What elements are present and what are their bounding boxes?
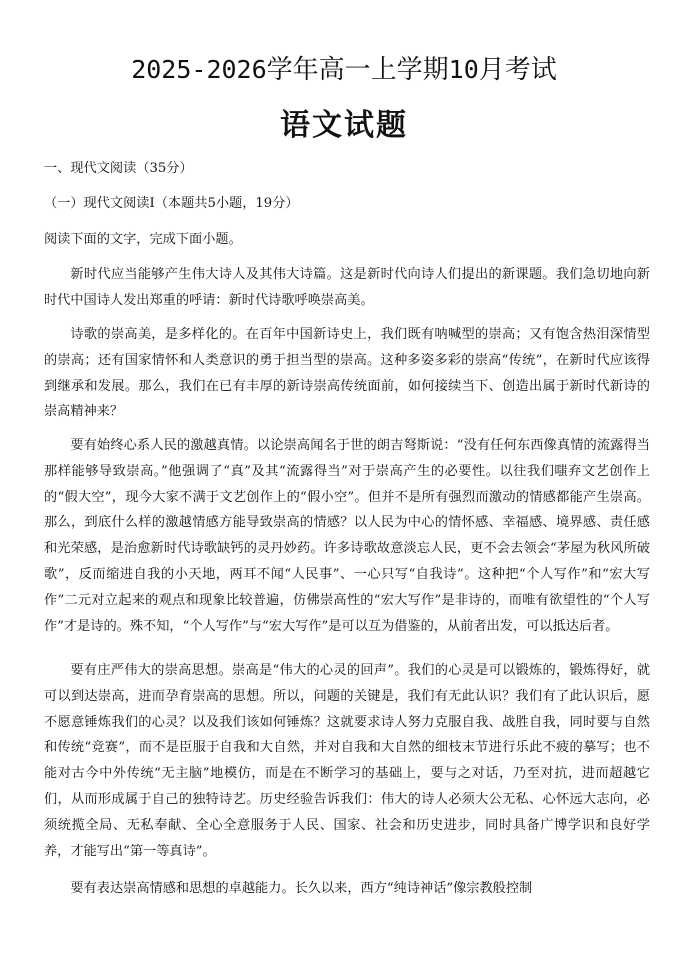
paragraph-3: 要有始终心系人民的激越真情。以论崇高闻名于世的朗吉弩斯说：“没有任何东西像真情的流露得当那样能够导致崇高。”他强调了“真”及其“流露得当”对于崇高产生的必要性。以往我们嗤弃文艺创作上的“假大空”，现今大家不满于文艺创作上的“假小空”。但并不是所有强烈而激动的情感都能产生崇高。那么，到底什么样的激越情感方能导致崇高的情感？以人民为中心的情怀感、幸福感、境界感、责任感和光荣感，是治愈新时代诗歌缺钙的灵丹妙药。许多诗歌故意淡忘人民，更不会去领会“茅屋为秋风所破歌”，反而缩进自我的小天地，两耳不闻“人民事”、一心只写“自我诗”。这种把“个人写作”和“宏大写作”二元对立起来的观点和现象比较普遍，仿佛崇高性的“宏大写作”是非诗的，而唯有欲望性的“个人写作”才是诗的。殊不知，“个人写作”与“宏大写作”是可以互为借鉴的，从前者出发，可以抵达后者。 xyxy=(44,438,650,634)
title-end: 月考试 xyxy=(478,55,557,85)
reading-instruction: 阅读下面的文字，完成下面小题。 xyxy=(44,232,242,247)
title-month: 10 xyxy=(448,55,479,84)
exam-subtitle: 语文试题 xyxy=(280,108,408,143)
exam-title xyxy=(0,52,688,88)
section-heading-part1: 一、现代文阅读（35分） xyxy=(44,161,193,176)
paragraph-2: 诗歌的崇高美，是多样化的。在百年中国新诗史上，我们既有呐喊型的崇高；又有饱含热泪深情型的崇高；还有国家情怀和人类意识的勇于担当型的崇高。这种多姿多彩的崇高“传统”，在新时代应该得到继承和发展。那么，我们在已有丰厚的新诗崇高传统面前，如何接续当下、创造出属于新时代新诗的崇高精神来？ xyxy=(44,327,650,420)
paragraph-4: 要有庄严伟大的崇高思想。崇高是“伟大的心灵的回声”。我们的心灵是可以锻炼的，锻炼得好，就可以到达崇高，进而孕育崇高的思想。所以，问题的关键是，我们有无此认识？我们有了此认识后，愿不愿意锤炼我们的心灵？以及我们该如何锤炼？这就要求诗人努力克服自我、战胜自我，同时要与自然和传统“竞赛”，而不是臣服于自我和大自然，并对自我和大自然的细枝末节进行乐此不疲的摹写；也不能对古今中外传统“无主脑”地模仿，而是在不断学习的基础上，要与之对话，乃至对抗，进而超越它们，从而形成属于自己的独特诗艺。历史经验告诉我们：伟大的诗人必须大公无私、心怀远大志向，必须统揽全局、无私奉献、全心全意服务于人民、国家、社会和历史进步，同时具备广博学识和良好学养，才能写出“第一等真诗”。 xyxy=(44,663,650,859)
section-heading-part1-sub: （一）现代文阅读Ⅰ（本题共5小题，19分） xyxy=(44,196,299,211)
paragraph-5: 要有表达崇高情感和思想的卓越能力。长久以来，西方“纯诗神话”像宗教般控制 xyxy=(70,881,533,896)
paragraph-1: 新时代应当能够产生伟大诗人及其伟大诗篇。这是新时代向诗人们提出的新课题。我们急切地向新时代中国诗人发出郑重的呼请：新时代诗歌呼唤崇高美。 xyxy=(44,267,650,308)
title-year: 2025-2026 xyxy=(131,55,267,84)
title-mid: 学年高一上学期 xyxy=(266,55,449,85)
